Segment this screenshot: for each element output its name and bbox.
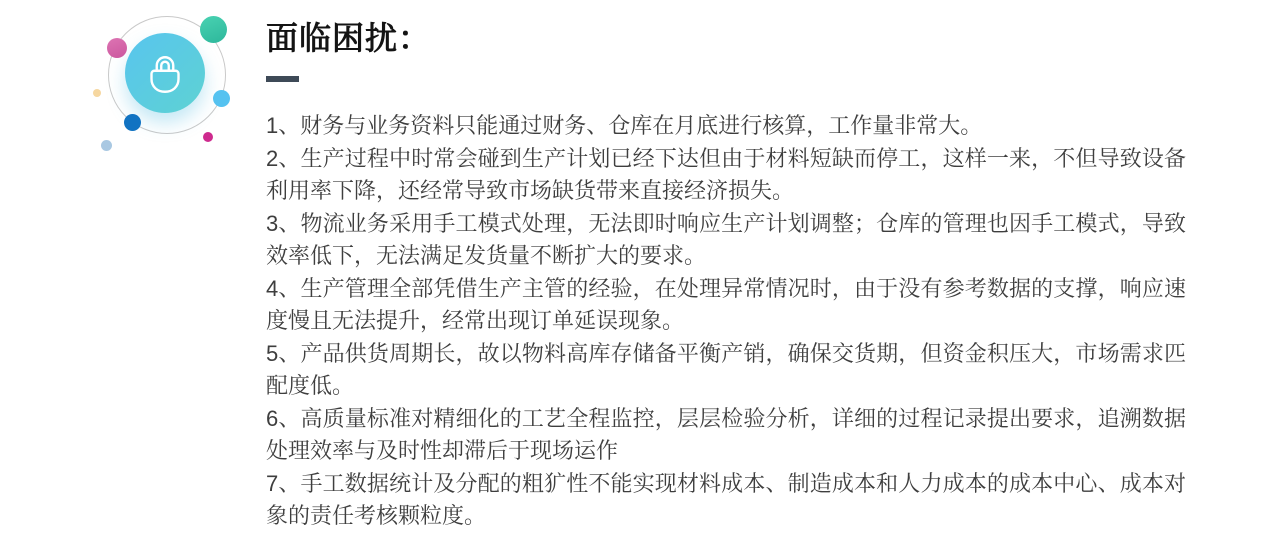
issue-item-3: 3、物流业务采用手工模式处理，无法即时响应生产计划调整；仓库的管理也因手工模式，导致效率低下，无法满足发货量不断扩大的要求。 — [266, 210, 1186, 268]
decor-dot-pale-blue — [101, 140, 112, 151]
decor-dot-teal — [200, 16, 227, 43]
issue-item-2: 2、生产过程中时常会碰到生产计划已经下达但由于材料短缺而停工，这样一来，不但导致设备利用率下降，还经常导致市场缺货带来直接经济损失。 — [266, 145, 1186, 203]
title-underline-dash — [266, 76, 299, 82]
lock-icon — [141, 49, 189, 97]
slide-content — [266, 20, 1186, 533]
lock-badge — [88, 6, 238, 164]
page-title: 面临困扰： — [266, 20, 432, 56]
issue-item-6: 6、高质量标准对精细化的工艺全程监控，层层检验分析，详细的过程记录提出要求，追溯数据处理效率与及时性却滞后于现场运作 — [266, 405, 1186, 463]
issue-item-1: 1、财务与业务资料只能通过财务、仓库在月底进行核算，工作量非常大。 — [266, 113, 983, 138]
decor-dot-cream — [93, 89, 101, 97]
decor-dot-magenta — [203, 132, 213, 142]
issue-item-5: 5、产品供货周期长，故以物料高库存储备平衡产销，确保交货期，但资金积压大，市场需求匹配度低。 — [266, 340, 1186, 398]
issue-item-4: 4、生产管理全部凭借生产主管的经验，在处理异常情况时，由于没有参考数据的支撑，响应速度慢且无法提升，经常出现订单延误现象。 — [266, 275, 1186, 333]
decor-dot-light-blue — [213, 90, 230, 107]
issue-list — [266, 110, 1186, 533]
decor-dot-pink — [107, 38, 127, 58]
decor-dot-dark-blue — [124, 114, 141, 131]
lock-badge-circle — [125, 33, 205, 113]
issue-item-7: 7、手工数据统计及分配的粗犷性不能实现材料成本、制造成本和人力成本的成本中心、成本对象的责任考核颗粒度。 — [266, 470, 1186, 528]
